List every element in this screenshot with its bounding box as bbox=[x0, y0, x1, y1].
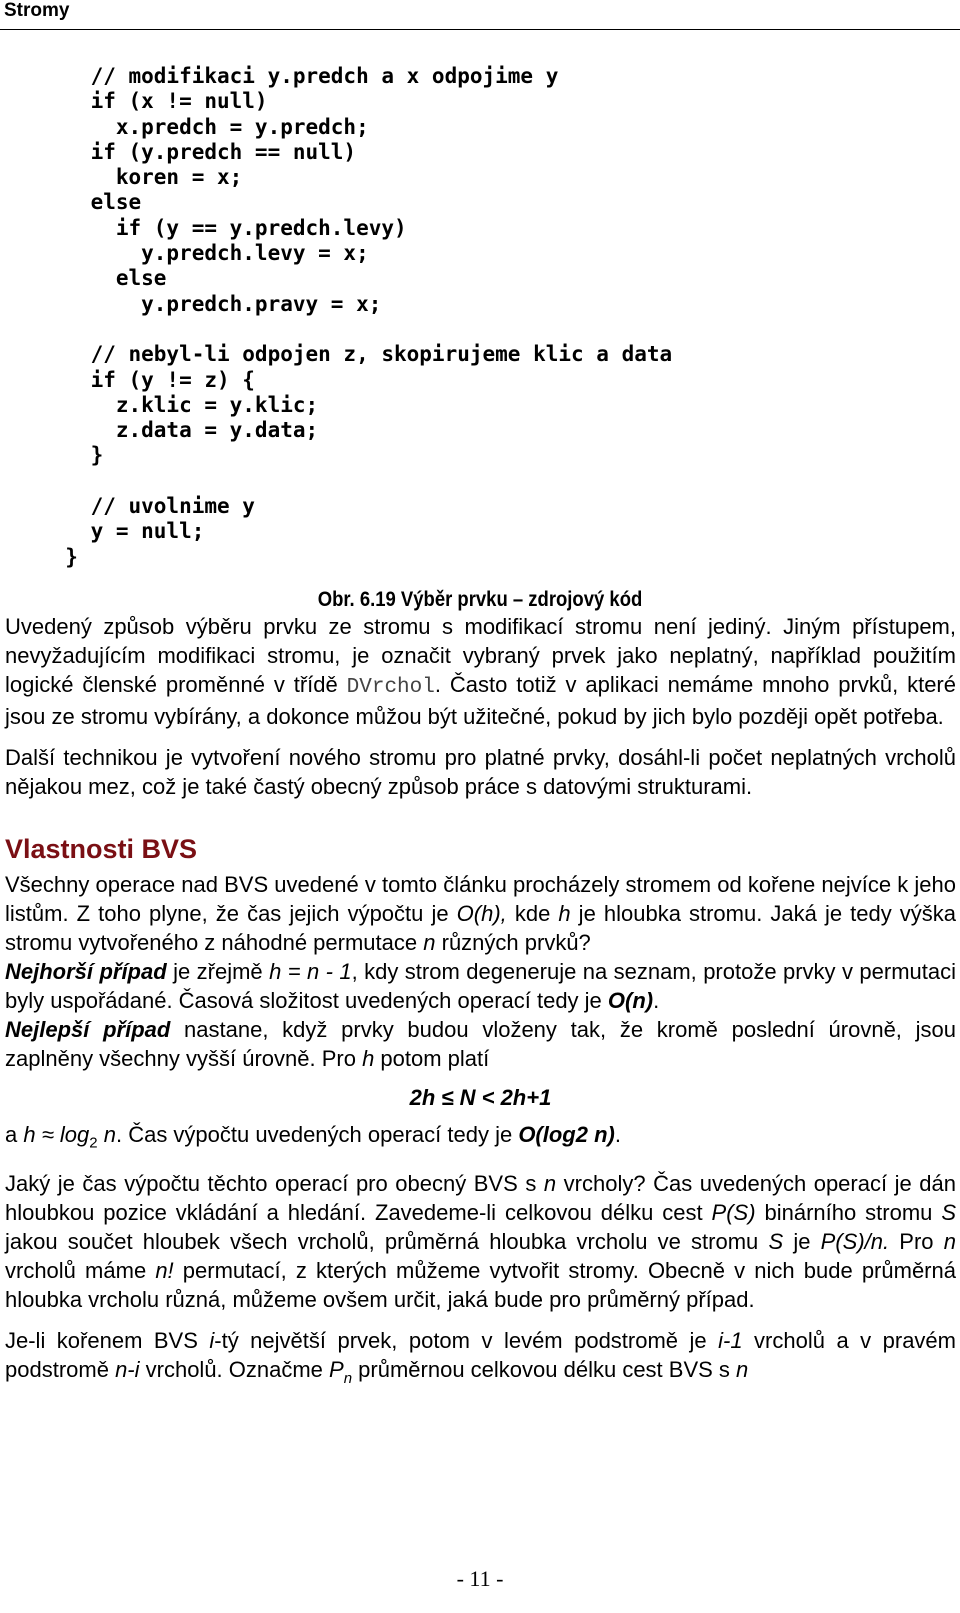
figure-caption: Obr. 6.19 Výběr prvku – zdrojový kód bbox=[317, 588, 643, 611]
paragraph-log: a $h \approx \log_2 n$. Čas výpočtu uvedených operací tedy je O(log2 n). bbox=[5, 1122, 621, 1152]
page-number: - 11 - bbox=[456, 1566, 504, 1591]
code-line: y.predch.pravy = x; bbox=[40, 291, 382, 316]
paragraph-general: Jaký je čas výpočtu těchto operací pro obecný BVS s n vrcholy? Čas uvedených operací je dán hloubkou pozice vkládání a hledání. Zavedeme-li celkovou délku cest P(S) binárního stromu S jakou součet hloubek všech vrcholů, průměrná hloubka vrcholu ve stromu S je P(S)/n. Pro n vrcholů máme n! permutací, z kterých můžeme vytvořit stromy. Obecně v nich bude průměrná hloubka vrcholu různá, můžeme ovšem určit, jaká bude pro průměrný případ. bbox=[5, 1171, 956, 1313]
code-line: y = null; bbox=[40, 519, 205, 544]
code-line: z.klic = y.klic; bbox=[40, 392, 319, 417]
code-line: // nebyl-li odpojen z, skopirujeme klic a data bbox=[40, 342, 673, 367]
code-listing bbox=[40, 64, 672, 570]
code-line: if (y != z) { bbox=[40, 367, 255, 392]
code-line: y.predch.levy = x; bbox=[40, 241, 369, 266]
formula: 2h ≤ N < 2h+1 bbox=[409, 1085, 552, 1110]
running-header: Stromy bbox=[4, 0, 70, 21]
code-line: } bbox=[40, 544, 78, 569]
code-line: if (x != null) bbox=[40, 89, 268, 114]
code-line: koren = x; bbox=[40, 165, 243, 190]
section-heading: Vlastnosti BVS bbox=[5, 834, 198, 864]
code-line: } bbox=[40, 443, 104, 468]
paragraph-3: Všechny operace nad BVS uvedené v tomto článku procházely stromem od kořene nejvíce k jeho listům. Z toho plyne, že čas jejich výpočtu je O(h), kde h je hloubka stromu. Jaká je tedy výška stromu vytvořeného z náhodné permutace n různých prvků? bbox=[5, 872, 957, 955]
paragraph-worst-case: Nejhorší případ je zřejmě h = n - 1, kdy strom degeneruje na seznam, protože prvky v permutaci byly uspořádané. Časová složitost uvedených operací tedy je O(n). bbox=[5, 959, 956, 1013]
code-line: // uvolnime y bbox=[40, 494, 255, 519]
paragraph-root: Je-li kořenem BVS i-tý největší prvek, potom v levém podstromě je i-1 vrcholů a v pravém podstromě n-i vrcholů. Označme $P_n$ průměrnou celkovou délku cest BVS s n bbox=[5, 1328, 956, 1387]
worst-case-label: Nejhorší případ bbox=[5, 959, 167, 984]
paragraph-2: Další technikou je vytvoření nového stromu pro platné prvky, dosáhl-li počet neplatných vrcholů nějakou mez, což je také častý obecný způsob práce s datovými strukturami. bbox=[5, 745, 956, 799]
inline-code: DVrchol bbox=[346, 676, 435, 699]
code-line: else bbox=[40, 266, 167, 291]
code-line: else bbox=[40, 190, 142, 215]
code-line: z.data = y.data; bbox=[40, 418, 319, 443]
header-rule bbox=[0, 29, 960, 30]
code-line: if (y == y.predch.levy) bbox=[40, 215, 407, 240]
paragraph-1: Uvedený způsob výběru prvku ze stromu s modifikací stromu není jediný. Jiným přístupem, nevyžadujícím modifikaci stromu, je označit vybraný prvek jako neplatný, například použitím logické členské proměnné v třídě DVrchol. Často totiž v aplikaci nemáme mnoho prvků, které jsou ze stromu vybírány, a dokonce můžou být užitečné, pokud by jich bylo později opět potřeba. bbox=[5, 614, 956, 729]
code-line: if (y.predch == null) bbox=[40, 139, 357, 164]
code-line: // modifikaci y.predch a x odpojime y bbox=[40, 64, 559, 88]
paragraph-best-case: Nejlepší případ nastane, když prvky budou vloženy tak, že kromě poslední úrovně, jsou zaplněny všechny vyšší úrovně. Pro h potom platí bbox=[5, 1017, 956, 1071]
best-case-label: Nejlepší případ bbox=[5, 1017, 171, 1042]
code-line: x.predch = y.predch; bbox=[40, 114, 369, 139]
body-text bbox=[5, 612, 956, 1405]
